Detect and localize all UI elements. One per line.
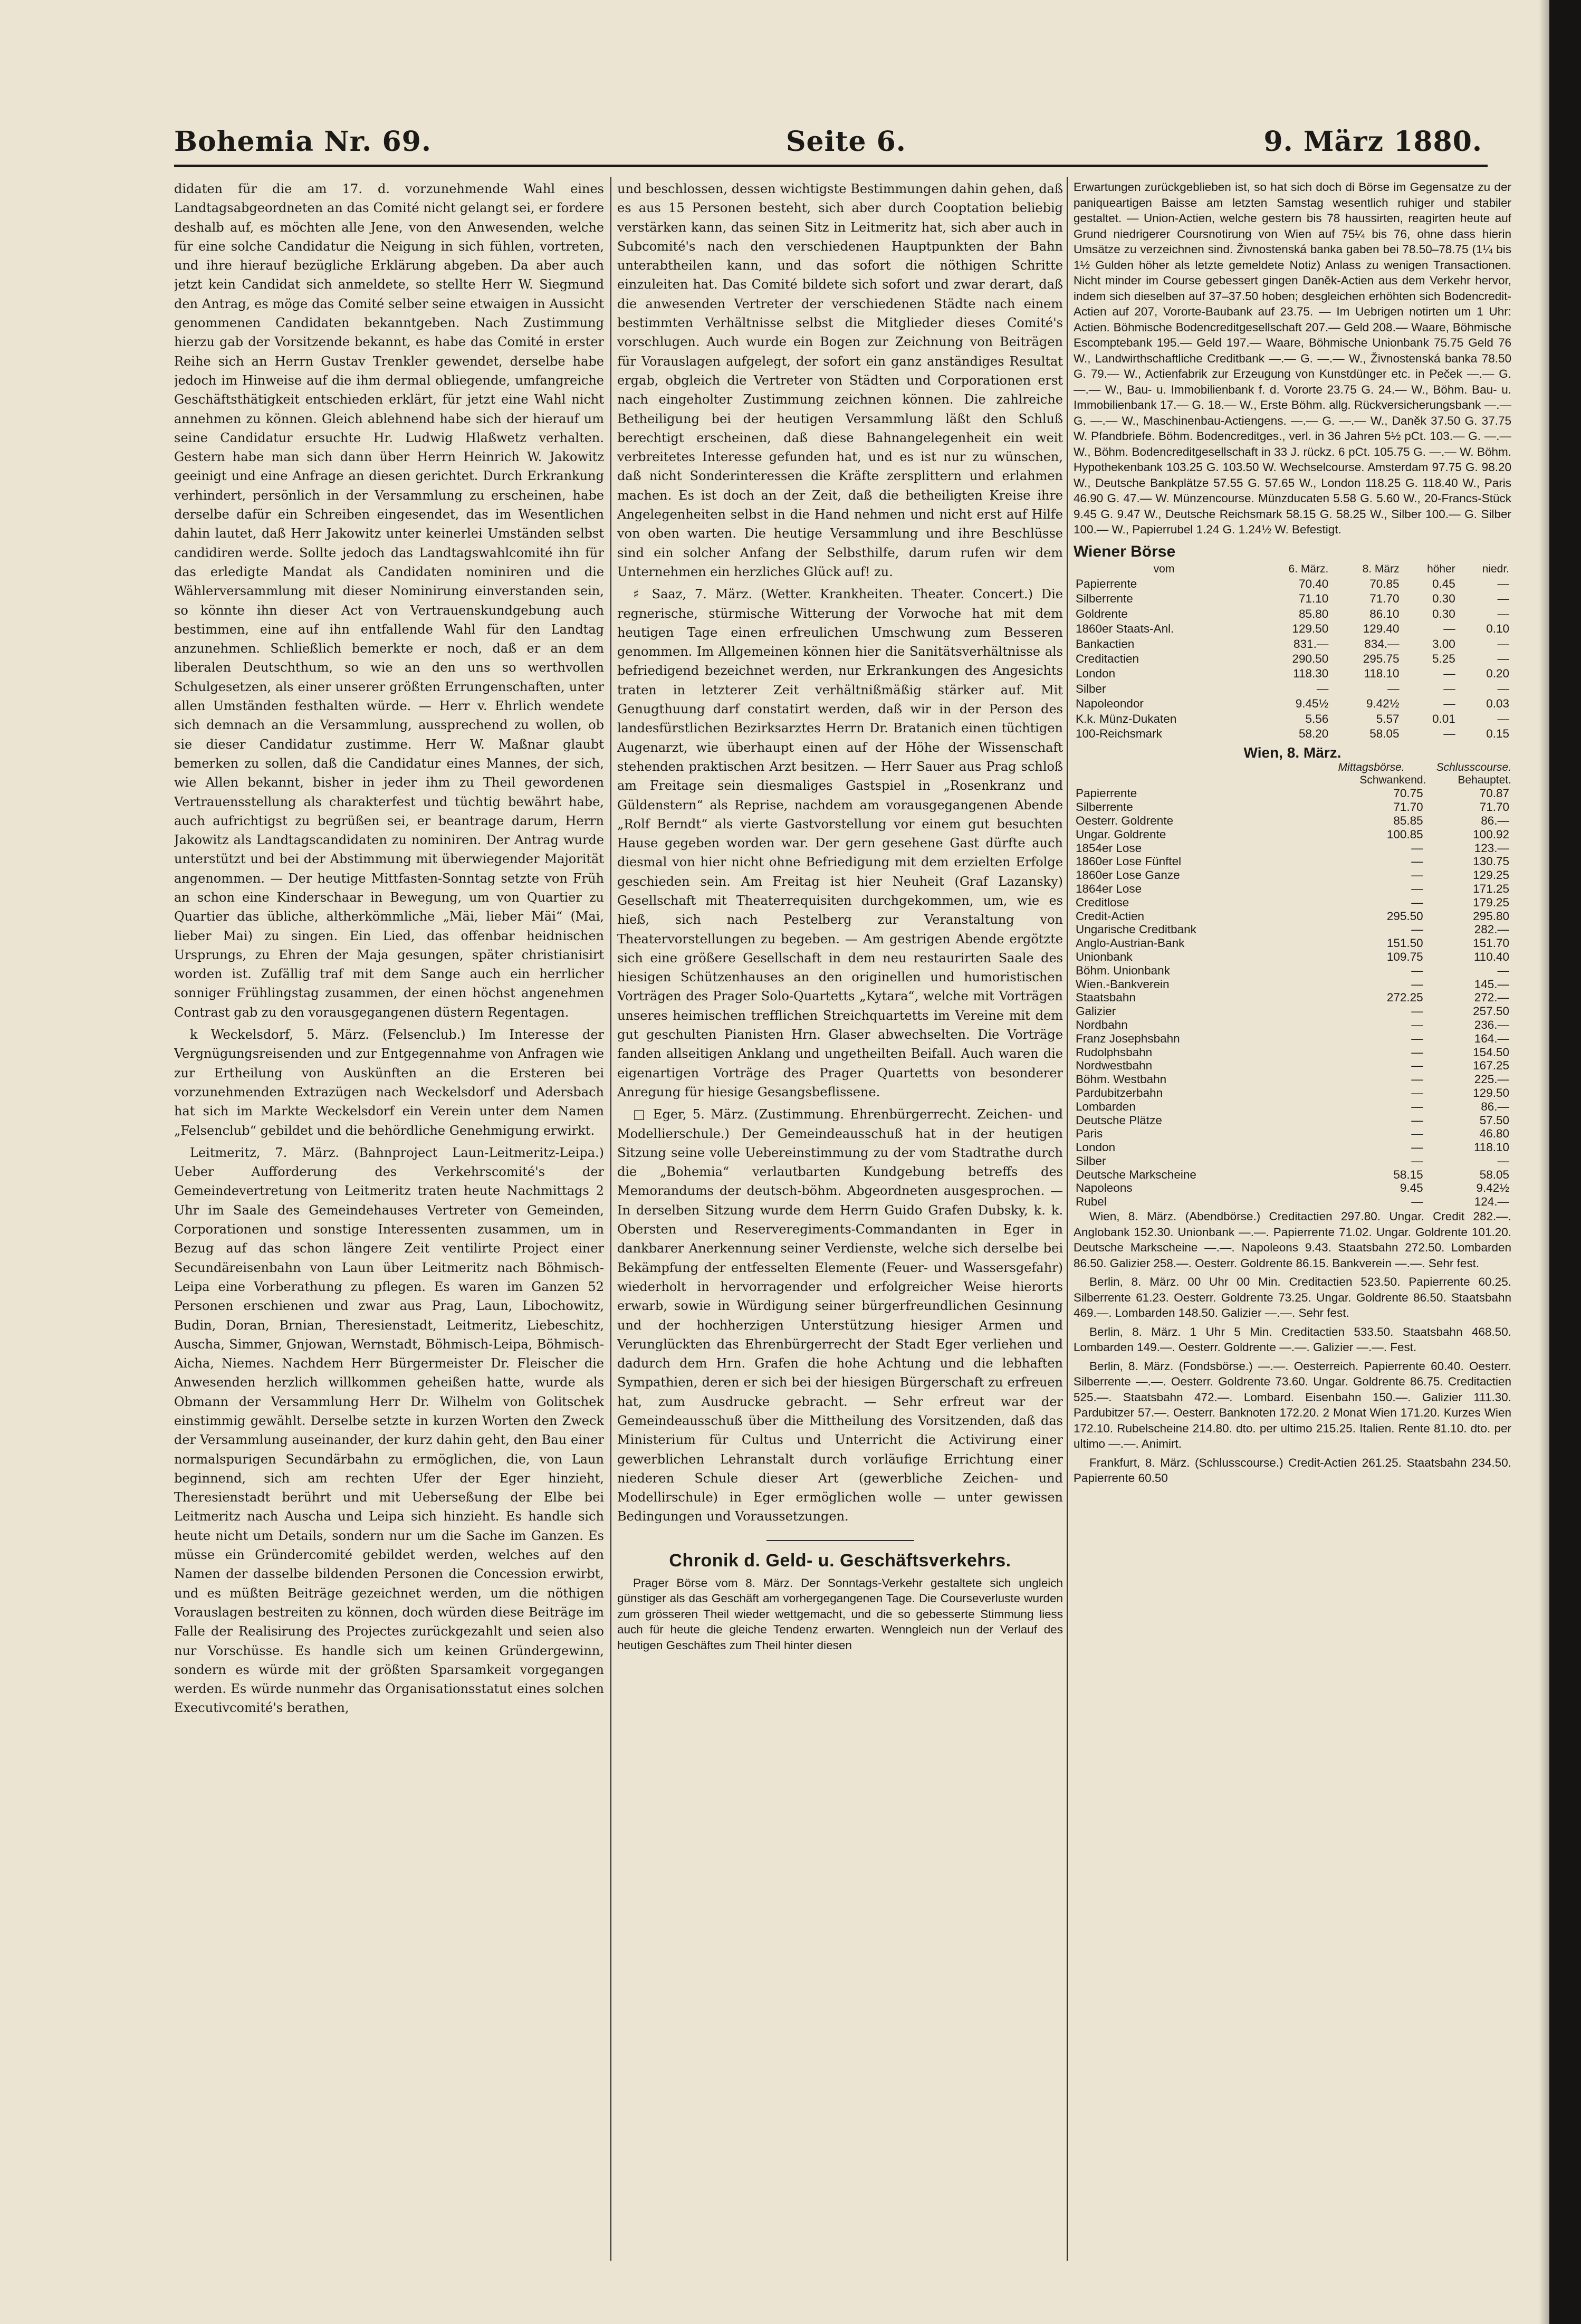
price-cell: 129.40 <box>1363 622 1400 636</box>
column-3 <box>1074 179 1511 2258</box>
price-cell: — <box>1411 1099 1423 1113</box>
price-cell: 5.25 <box>1432 652 1455 665</box>
security-name: Lombarden <box>1076 1099 1136 1113</box>
price-cell: 46.80 <box>1479 1127 1509 1141</box>
price-cell: 70.85 <box>1369 577 1400 590</box>
price-cell: — <box>1411 1031 1423 1045</box>
price-cell: 9.42½ <box>1366 697 1400 711</box>
security-name: 1860er Lose Fünftel <box>1076 855 1182 868</box>
wien-abendboerse: Wien, 8. März. (Abendbörse.) Creditactien 297.80. Ungar. Credit 282.—. Anglobank 152.30. Unionbank —.—. Papierrente 71.02. Ungar. Goldrente 101.20. Deutsche Markscheine —.—. Napoleons 9.43. Staatsbahn 272.50. Lombarden 86.50. Galizier 258.—. Oesterr. Goldrente 86.15. Bankverein —.—. Sehr fest. <box>1074 1210 1511 1270</box>
price-cell: 9.42½ <box>1476 1181 1509 1195</box>
security-name: 1860er Lose Ganze <box>1076 868 1180 882</box>
price-cell: 130.75 <box>1473 855 1509 868</box>
berlin-fondsboerse: Berlin, 8. März. (Fondsbörse.) —.—. Oesterreich. Papierrente 60.40. Oesterr. Silberrente —.—. Oesterr. Goldrente 73.60. Ungar. Goldrente 86.75. Creditactien 525.—. Staatsbahn 472.—. Lombard. Eisenbahn 150.—. Galizier 111.30. Pardubitzer 57.—. Oesterr. Banknoten 172.20. 2 Monat Wien 171.20. Kurzes Wien 172.10. Rubelscheine 214.80. dto. per ultimo 215.25. Italien. Rente 81.10. dto. per ultimo —.—. Animirt. <box>1074 1359 1511 1451</box>
price-cell: 0.45 <box>1432 577 1455 590</box>
table-row <box>1074 991 1511 1005</box>
issue-date: 9. März 1880. <box>1263 126 1482 158</box>
price-cell: 71.70 <box>1369 592 1400 606</box>
price-cell: — <box>1411 1127 1423 1141</box>
price-cell: 70.75 <box>1393 787 1423 800</box>
column-header: niedr. <box>1482 562 1509 575</box>
header-rule <box>174 165 1488 167</box>
price-cell: — <box>1316 682 1329 695</box>
security-name: Rudolphsbahn <box>1076 1045 1153 1059</box>
security-name: Paris <box>1076 1127 1103 1141</box>
column-header: 8. März <box>1362 562 1400 575</box>
security-name: Silberrente <box>1076 800 1133 814</box>
security-name: Nordbahn <box>1076 1018 1128 1031</box>
security-name: London <box>1076 667 1116 681</box>
table-row <box>1074 828 1511 841</box>
security-name: Napoleondor <box>1076 697 1144 711</box>
price-cell: — <box>1411 1059 1423 1073</box>
price-cell: 70.87 <box>1479 787 1509 800</box>
price-cell: 58.20 <box>1299 726 1329 740</box>
table-row <box>1074 1046 1511 1059</box>
table-row <box>1074 621 1511 636</box>
security-name: London <box>1076 1141 1116 1154</box>
security-name: 1864er Lose <box>1076 882 1142 895</box>
price-cell: — <box>1443 697 1455 711</box>
price-cell: 86.— <box>1481 814 1509 827</box>
wiener-boerse-header <box>1074 543 1511 561</box>
price-cell: — <box>1497 577 1509 590</box>
price-cell: 129.50 <box>1292 622 1329 636</box>
berlin-report-1: Berlin, 8. März. 00 Uhr 00 Min. Creditactien 523.50. Papierrente 60.25. Silberrente 61.23. Oesterr. Goldrente 73.25. Ungar. Goldrente 86.50. Staatsbahn 469.—. Lombarden 148.50. Galizier —.—. Sehr fest. <box>1074 1275 1511 1320</box>
security-name: 1854er Lose <box>1076 841 1142 855</box>
price-cell: 58.15 <box>1393 1168 1423 1181</box>
security-name: Silberrente <box>1076 592 1133 606</box>
security-name: Credit-Actien <box>1076 909 1145 923</box>
security-name: Böhm. Unionbank <box>1076 963 1170 977</box>
security-name: Ungar. Goldrente <box>1076 827 1166 841</box>
table-row <box>1074 1018 1511 1032</box>
table-row <box>1074 1114 1511 1127</box>
price-cell: — <box>1411 1045 1423 1059</box>
price-cell: 100.85 <box>1386 827 1423 841</box>
price-cell: 58.05 <box>1479 1168 1509 1181</box>
price-cell: — <box>1497 592 1509 606</box>
security-name: Ungarische Creditbank <box>1076 923 1196 936</box>
price-cell: — <box>1497 637 1509 651</box>
table-row <box>1074 1181 1511 1195</box>
table-row <box>1074 726 1511 741</box>
price-cell: 5.57 <box>1376 712 1400 725</box>
table-row <box>1074 607 1511 621</box>
table-row <box>1074 1141 1511 1154</box>
berlin-report-2: Berlin, 8. März. 1 Uhr 5 Min. Creditactien 533.50. Staatsbahn 468.50. Lombarden 149.—. Oesterr. Goldrente —.—. Galizier —.—. Fest. <box>1074 1325 1511 1354</box>
security-name: K.k. Münz-Dukaten <box>1076 712 1177 725</box>
price-cell: — <box>1411 1113 1423 1127</box>
price-cell: 0.30 <box>1432 592 1455 606</box>
security-name: Deutsche Markscheine <box>1076 1168 1196 1181</box>
security-name: Unionbank <box>1076 950 1133 963</box>
security-name: 100-Reichsmark <box>1076 726 1162 740</box>
column-header: vom <box>1153 562 1175 575</box>
price-cell: 123.— <box>1474 841 1509 855</box>
security-name: Pardubitzerbahn <box>1076 1086 1163 1099</box>
table-row <box>1074 712 1511 726</box>
security-name: Silber <box>1076 1154 1106 1168</box>
security-name: Silber <box>1076 682 1106 695</box>
price-cell: — <box>1411 1005 1423 1018</box>
price-cell: — <box>1411 1086 1423 1099</box>
table-row <box>1074 1127 1511 1141</box>
price-cell: 167.25 <box>1473 1059 1509 1073</box>
price-cell: 179.25 <box>1473 895 1509 909</box>
table-row <box>1074 1032 1511 1046</box>
price-cell: — <box>1411 977 1423 991</box>
price-cell: — <box>1411 1018 1423 1031</box>
price-cell: 58.05 <box>1369 726 1400 740</box>
table-row <box>1074 855 1511 868</box>
price-cell: — <box>1443 726 1455 740</box>
price-cell: 225.— <box>1474 1073 1509 1086</box>
table-row <box>1074 666 1511 681</box>
price-cell: 71.70 <box>1479 800 1509 814</box>
table-row <box>1074 1168 1511 1182</box>
table-row <box>1074 652 1511 666</box>
price-cell: 100.92 <box>1473 827 1509 841</box>
price-cell: — <box>1411 1141 1423 1154</box>
column-rule <box>610 177 611 2261</box>
article-eger: □ Eger, 5. März. (Zustimmung. Ehrenbürgerrecht. Zeichen- und Modellierschule.) Der Gemeindeausschuß hat in der heutigen Sitzung seine volle Uebereinstimmung zu der vom Stadtrathe durch die „Bohemia“ verlautbarten Kundgebung betreffs des Memorandums der deutsch-böhm. Abgeordneten ausgesprochen. — In derselben Sitzung wurde dem Herrn Guido Grafen Dubsky, k. k. Obersten und Reserveregiments-Commandanten in Eger in dankbarer Anerkennung seiner Verdienste, welche sich derselbe bei Bekämpfung der entfesselten Elemente (Feuer- und Wassersgefahr) wiederholt in hervorragender und erfolgreicher Weise hierorts erwarb, sowie in Würdigung seiner bürgerfreundlichen Gesinnung und der hochherzigen Unterstützung hiesiger Armen und Verunglückten das Ehrenbürgerrecht der Stadt Eger verliehen und dadurch dem Hrn. Grafen die hohe Achtung und die lebhaften Sympathien, deren er sich bei der hiesigen Bürgerschaft zu erfreuen hat, zum Ausdrucke gebracht. — Sehr erfreut war der Gemeindeausschuß über die Mittheilung des Vorsitzenden, daß das Ministerium für Cultus und Unterricht die Activirung einer gewerblichen Lehranstalt durch vorläufige Errichtung einer niederen Schule dieser Art (gewerbliche Zeichen- und Modellirschule) in Eger ermöglichen wolle — unter gewissen Bedingungen und Voraussetzungen. <box>617 1107 1063 1524</box>
column-1 <box>174 179 604 2258</box>
section-title-finance: Chronik d. Geld- u. Geschäftsverkehrs. <box>669 1550 1011 1571</box>
security-name: Wien.-Bankverein <box>1076 977 1170 991</box>
article-leitmeritz: Leitmeritz, 7. März. (Bahnproject Laun-Leitmeritz-Leipa.) Ueber Aufforderung des Verkehrscomité's der Gemeindevertretung von Leitmeritz traten heute Nachmittags 2 Uhr im Saale des Gemeindehauses Vertreter von Gemeinden, Corporationen und sonstige Interessenten zusammen, um in Bezug auf das schon längere Zeit ventilirte Project einer Secundäreisenbahn von Laun über Leitmeritz nach Böhmisch-Leipa eine Vorberathung zu pflegen. Es waren im Ganzen 52 Personen erschienen und zwar aus Prag, Laun, Libochowitz, Budin, Doran, Brnian, Theresienstadt, Leitmeritz, Liebeschitz, Auscha, Simmer, Gnjowan, Wernstadt, Böhmisch-Leipa, Böhmisch-Aicha, Niemes. Nachdem Herr Bürgermeister Dr. Fleischer die Anwesenden herzlich willkommen geheißen hatte, wurde als Obmann der Versammlung Herr Dr. Wilhelm von Golitschek einstimmig gewählt. Derselbe setzte in kurzen Worten den Zweck der Versammlung auseinander, der kurz dahin geht, den Bau einer normalspurigen Secundärbahn zu ermöglichen, die, von Laun beginnend, sich am rechten Ufer der Eger hinzieht, Theresienstadt berührt und mit Ueberseßung der Elbe bei Leitmeritz nach Auscha und Leipa sich hinzieht. Es handle sich heute nicht um Details, sondern nur um die Sache im Ganzen. Es müsse ein Gründercomité gebildet werden, welches auf den Namen der dasselbe bildenden Personen die Concession erwirbt, und es müßten Beiträge gezeichnet werden, um die nöthigen Vorauslagen bestreiten zu können, doch würden diese Beiträge im Falle der Realisirung des Projectes zurückgezahlt und seien also nur Vorschüsse. Es handle sich um keinen Gründergewinn, sondern es würde mit der größten Sparsamkeit vorgegangen werden. Es würde nunmehr das Organisationsstatut eines solchen Executivcomité's berathen, <box>174 1145 604 1716</box>
table-row <box>1074 868 1511 882</box>
wiener-boerse-rows <box>1074 577 1511 741</box>
price-cell: 236.— <box>1474 1018 1509 1031</box>
wien-march-8-table <box>1074 787 1511 1209</box>
table-row <box>1074 1154 1511 1168</box>
section-separator <box>766 1540 914 1541</box>
price-cell: — <box>1411 868 1423 882</box>
price-cell: 0.15 <box>1486 726 1509 740</box>
wien-march-8-rows <box>1074 787 1511 1209</box>
column-header: höher <box>1427 562 1455 575</box>
price-cell: 129.25 <box>1473 868 1509 882</box>
column-subheader: Behauptet. <box>1458 774 1511 787</box>
security-name: Bankactien <box>1076 637 1135 651</box>
wien-march-8-title: Wien, 8. März. <box>1243 744 1342 761</box>
security-name: Rubel <box>1076 1195 1107 1209</box>
price-cell: 272.25 <box>1386 991 1423 1005</box>
wiener-boerse-table <box>1074 562 1511 742</box>
security-name: Böhm. Westbahn <box>1076 1073 1167 1086</box>
article-text: und beschlossen, dessen wichtigste Bestimmungen dahin gehen, daß es aus 15 Personen besteht, sich aber durch Cooptation beliebig verstärken kann, das seinen Sitz in Leitmeritz hat, sich aber auch in Subcomité's nach den verschiedenen Hauptpunkten der Bahn unterabtheilen kann, und das sofort die nöthigen Schritte einzuleiten hat. Das Comité bildete sich sofort und zwar derart, daß die anwesenden Vertreter der verschiedenen Städte nach einem bestimmten Verhältnisse selbst die Mitglieder dieses Comité's vorschlugen. Auch wurde ein Bogen zur Zeichnung von Beiträgen für Vorauslagen aufgelegt, der sofort ein ganz anständiges Resultat ergab, obgleich die Vertreter von Städten und Corporationen erst nach eingeholter Zustimmung zeichnen können. Die zahlreiche Betheiligung bei der heutigen Versammlung läßt den Schluß berechtigt erscheinen, daß diese Bahnangelegenheit ein weit verbreitetes Interesse gefunden hat, und es ist nur zu wünschen, daß nicht Sonderinteressen die Kräfte zersplittern und erlahmen machen. Es ist doch an der Zeit, daß die betheiligten Kreise ihre Angelegenheiten selbst in die Hand nehmen und nicht erst auf Hilfe von oben warten. Die heutige Versammlung und ihre Beschlüsse sind ein solcher Anfang der Selbsthilfe, darum rufen wir dem Unternehmen ein herzliches Glück auf! zu. <box>617 181 1063 579</box>
page-number: Seite 6. <box>786 126 906 158</box>
price-cell: 290.50 <box>1292 652 1329 665</box>
price-cell: — <box>1497 712 1509 725</box>
prager-boerse-report: Prager Börse vom 8. März. Der Sonntags-Verkehr gestaltete sich ungleich günstiger als das Geschäft am vorhergegangenen Tage. Die Courseverluste wurden zum grösseren Theil wieder wettgemacht, und die so gebesserte Stimmung liess auch für heute die gleiche Tendenz erwarten. Wenngleich nun der Verlauf des heutigen Geschäftes zum Theil hinter diesen <box>617 1576 1063 1652</box>
price-cell: 0.20 <box>1486 667 1509 681</box>
price-cell: 0.03 <box>1486 697 1509 711</box>
security-name: Franz Josephsbahn <box>1076 1031 1180 1045</box>
security-name: Papierrente <box>1076 577 1137 590</box>
issue-number: Bohemia Nr. 69. <box>174 126 432 158</box>
price-cell: 0.30 <box>1432 607 1455 620</box>
price-cell: 9.45½ <box>1295 697 1329 711</box>
table-row <box>1074 800 1511 814</box>
column-2 <box>617 179 1063 2258</box>
price-cell: 831.— <box>1293 637 1329 651</box>
price-cell: 145.— <box>1474 977 1509 991</box>
price-cell: 164.— <box>1474 1031 1509 1045</box>
security-name: Creditlose <box>1076 895 1129 909</box>
price-cell: — <box>1411 1195 1423 1209</box>
price-cell: 110.40 <box>1473 950 1509 963</box>
price-cell: 129.50 <box>1473 1086 1509 1099</box>
table-row <box>1074 882 1511 896</box>
table-row <box>1074 577 1511 591</box>
security-name: Galizier <box>1076 1005 1116 1018</box>
security-name: 1860er Staats-Anl. <box>1076 622 1174 636</box>
price-cell: 171.25 <box>1473 882 1509 895</box>
article-weckelsdorf: k Weckelsdorf, 5. März. (Felsenclub.) Im Interesse der Vergnügungsreisenden und zur Entgegennahme von Anfragen wie zur Ertheilung von Auskünften an die Ersteren bei vorzunehmenden Extrazügen nach Weckelsdorf und Adersbach hat sich im Markte Weckelsdorf ein Verein unter dem Namen „Felsenclub“ gebildet und die behördliche Genehmigung erwirkt. <box>174 1027 604 1138</box>
price-cell: — <box>1411 841 1423 855</box>
price-cell: — <box>1411 855 1423 868</box>
table-row <box>1074 696 1511 711</box>
price-cell: — <box>1411 923 1423 936</box>
wien-column-subheaders <box>1074 774 1511 787</box>
price-cell: 257.50 <box>1473 1005 1509 1018</box>
column-rule <box>1067 177 1068 2261</box>
price-cell: — <box>1443 622 1455 636</box>
security-name: Deutsche Plätze <box>1076 1113 1162 1127</box>
column-subheader: Schwankend. <box>1359 774 1426 787</box>
price-cell: 0.01 <box>1432 712 1455 725</box>
security-name: Nordwestbahn <box>1076 1059 1153 1073</box>
security-name: Anglo-Austrian-Bank <box>1076 936 1185 950</box>
article-text: didaten für die am 17. d. vorzunehmende Wahl eines Landtagsabgeordneten an das Comité nicht gelangt sei, er fordere deshalb auf, es möchten alle Jene, von den Anwesenden, welche für eine solche Candidatur die Neigung in sich fühlen, vortreten, und ihre hierauf bezügliche Erklärung abgeben. Da aber auch jetzt kein Candidat sich anmeldete, so stellte Herr W. Siegmund den Antrag, es möge das Comité selber seine etwaigen in Aussicht genommenen Candidaten bekanntgeben. Nach Zustimmung hierzu gab der Vorsitzende bekannt, es habe das Comité in erster Reihe sich an Herrn Gustav Trenkler gewendet, derselbe habe jedoch im Hinweise auf die ihm dermal obliegende, umfangreiche Geschäftsthätigkeit entschieden erklärt, für jetzt eine Wahl nicht annehmen zu können. Gleich ablehnend habe sich der hierauf um seine Candidatur ersuchte Hr. Ludwig Hlaßwetz verhalten. Gestern habe man sich dann über Herrn Heinrich W. Jakowitz geeinigt und eine Anfrage an diesen gerichtet. Durch Erkrankung verhindert, persönlich in der Versammlung zu erscheinen, habe derselbe dafür ein Schreiben eingesendet, das im Wesentlichen dahin lautet, daß Herr Jakowitz unter keinerlei Umständen selbst candidiren werde. Sollte jedoch das Landtagswahlcomité ihn für das erledigte Mandat als Candidaten nominiren und die Wählerversammlung mit dieser Nominirung einverstanden sein, so könnte ihn dieser Act von Vertrauenskundgebung auch bestimmen, eine auf ihn entfallende Wahl für den Landtag anzunehmen. Schließlich bemerkte er noch, daß er an dem liberalen Deutschthum, so wie an den uns so werthvollen Schulgesetzen, als einer unserer größten Errungenschaften, unter allen Umständen festhalten würde. — Herr v. Ehrlich wendete sich demnach an die Versammlung, aussprechend zu wollen, ob sie dieser Candidatur zustimme. Herr W. Maßnar glaubt bemerken zu sollen, daß die Candidatur eines Mannes, der sich, wie Allen bekannt, bisher in jeder ihm zu Theil gewordenen Vertrauensstellung als charakterfest und tüchtig bewährt habe, auch aufrichtigst zu begrüßen sei, er beantrage darum, Herrn Jakowitz als Landtagscandidaten zu nominiren. Der Antrag wurde unterstützt und bei der Abstimmung mit überwiegender Majorität angenommen. — Der heutige Mittfasten-Sonntag setzte von Früh an schon eine Kinderschaar in Bewegung, um von Quartier zu Quartier das übliche, altherkömmliche „Mäi, lieber Mäi“ (Mai, lieber Mai) zu singen. Ein Lied, das offenbar heidnischen Ursprungs, zu Ehren der Maja gesungen, später christianisirt worden ist. Zufällig traf mit dem Sange auch ein herrlicher sonniger Frühlingstag zusammen, der einen höchst angenehmen Contrast gab zu den vorausgegangenen düstern Regentagen. <box>174 181 604 1020</box>
wiener-boerse-title: Wiener Börse <box>1074 542 1176 560</box>
price-cell: 0.10 <box>1486 622 1509 636</box>
table-row <box>1074 814 1511 828</box>
table-row <box>1074 910 1511 923</box>
security-name: Papierrente <box>1076 787 1137 800</box>
table-row <box>1074 1073 1511 1086</box>
table-row <box>1074 787 1511 800</box>
price-cell: — <box>1411 895 1423 909</box>
table-row <box>1074 1005 1511 1018</box>
price-cell: 834.— <box>1364 637 1400 651</box>
security-name: Napoleons <box>1076 1181 1133 1195</box>
price-cell: 85.85 <box>1393 814 1423 827</box>
table-header-row <box>1074 562 1511 577</box>
table-row <box>1074 978 1511 991</box>
price-cell: — <box>1411 882 1423 895</box>
price-cell: 85.80 <box>1299 607 1329 620</box>
price-cell: — <box>1497 963 1509 977</box>
column-header: Mittagsbörse. <box>1338 761 1405 774</box>
price-cell: 86.— <box>1481 1099 1509 1113</box>
price-cell: 86.10 <box>1369 607 1400 620</box>
table-row <box>1074 923 1511 936</box>
price-cell: — <box>1387 682 1400 695</box>
table-row <box>1074 1195 1511 1209</box>
column-header: Schlusscourse. <box>1436 761 1511 774</box>
price-cell: 118.30 <box>1293 667 1329 681</box>
price-cell: 71.10 <box>1299 592 1329 606</box>
price-cell: — <box>1443 667 1455 681</box>
price-cell: 57.50 <box>1479 1113 1509 1127</box>
wien-column-headers <box>1074 761 1511 774</box>
price-cell: — <box>1497 652 1509 665</box>
security-name: Goldrente <box>1076 607 1128 620</box>
price-cell: — <box>1411 1073 1423 1086</box>
table-row <box>1074 1100 1511 1114</box>
frankfurt-report: Frankfurt, 8. März. (Schlusscourse.) Credit-Actien 261.25. Staatsbahn 234.50. Papierrente 60.50 <box>1074 1456 1511 1485</box>
price-cell: — <box>1411 963 1423 977</box>
table-row <box>1074 1059 1511 1073</box>
table-row <box>1074 950 1511 964</box>
table-row <box>1074 936 1511 950</box>
price-cell: 272.— <box>1474 991 1509 1005</box>
article-saaz: ♯ Saaz, 7. März. (Wetter. Krankheiten. Theater. Concert.) Die regnerische, stürmische Witterung der Vorwoche hat mit dem heutigen Tage einen erfreulichen Umschwung zum Besseren genommen. Im Allgemeinen können hier die Sanitätsverhältnisse als befriedigend bezeichnet werden, nur Erkrankungen des Angesichts traten in letzterer Zeit verhältnißmäßig stärker auf. Mit Genugthuung darf constatirt werden, daß wir in der Person des landesfürstlichen Bezirksarztes Herrn Dr. Bratanich einen tüchtigen Augenarzt, wie überhaupt einen auf der Höhe der Wissenschaft stehenden praktischen Arzt besitzen. — Herr Sauer aus Prag schloß am Freitage sein diesmaliges Gastspiel in „Rosenkranz und Güldenstern“ als Reprise, nachdem am vorausgegangenen Abende „Rolf Berndt“ als vierte Gastvorstellung vor einem gut besuchten Hause gegeben worden war. Der gern gesehene Gast dürfte auch diesmal von hier nicht ohne Befriedigung mit dem erzielten Erfolge geschieden sein. Am Freitag ist hier Neuheit (Graf Lazansky) Gesellschaft mit Theaterrequisiten durchgekommen, um, wie es hieß, sich nach Pestelberg zur Veranstaltung von Theatervorstellungen zu begeben. — Am gestrigen Abende ergötzte sich eine größere Gesellschaft in dem neu restaurirten Saale des hiesigen Schützenhauses an den originellen und humoristischen Vorträgen des Prager Solo-Quartetts „Kytara“, welche mit Vorträgen unseres heimischen trefflichen Streichquartetts im Vereine mit dem gut geschulten Pianisten Hrn. Glaser abwechselten. Die Vorträge fanden allseitigen Anklang und ungetheilten Beifall. Auch waren die eigenartigen Vorträge des Prager Quartetts von besonderer Anregung für hiesige Gesangsbeflissene. <box>617 587 1063 1099</box>
price-cell: 151.50 <box>1386 936 1423 950</box>
price-cell: 3.00 <box>1432 637 1455 651</box>
security-name: Creditactien <box>1076 652 1139 665</box>
price-cell: 109.75 <box>1386 950 1423 963</box>
price-cell: — <box>1497 607 1509 620</box>
page-edge-shadow <box>1539 0 1549 2324</box>
price-cell: — <box>1443 682 1455 695</box>
security-name: Oesterr. Goldrente <box>1076 814 1174 827</box>
column-header: 6. März. <box>1288 562 1329 575</box>
table-row <box>1074 964 1511 978</box>
price-cell: 5.56 <box>1305 712 1329 725</box>
price-cell: — <box>1411 1154 1423 1168</box>
table-row <box>1074 591 1511 606</box>
price-cell: 282.— <box>1474 923 1509 936</box>
prager-boerse-continued: Erwartungen zurückgeblieben ist, so hat sich doch di Börse im Gegensatze zu der paniqueartigen Baisse am letzten Samstag wesentlich ruhiger und stabiler gestaltet. — Union-Actien, welche gestern bis 78 haussirten, reagirten heute auf Grund niedrigerer Coursnotirung von Wien auf 75¼ bis 76, ohne dass hierin Umsätze zu verzeichnen sind. Živnostenská banka gaben bei 78.50–78.75 (1¼ bis 1½ Gulden höher als letzte gemeldete Notiz) Anlass zu wenigen Transactionen. Nicht minder im Course gebessert gingen Daněk-Actien aus dem Verkehr hervor, indem sich dieselben auf 37–37.50 hoben; desgleichen erhöhten sich Bodencredit-Actien auf 207, Vororte-Baubank auf 23.75. — Im Uebrigen notirten um 1 Uhr: Actien. Böhmische Bodencreditgesellschaft 207.— Geld 208.— Waare, Böhmische Escomptebank 195.— Geld 197.— Waare, Böhmische Unionbank 75.75 Geld 76 W., Landwirthschaftliche Creditbank —.— G. —.— W., Živnostenská banka 78.50 G. 79.— W., Actienfabrik zur Erzeugung von Kunstdünger etc. in Peček —.— G. —.— W., Bau- u. Immobilienbank f. d. Vororte 23.75 G. 24.— W., Böhm. Bau- u. Immobilienbank 17.— G. 18.— W., Erste Böhm. allg. Rückversicherungsbank —.— G. —.— W., Maschinenbau-Actiengens. —.— G. —.— W., Daněk 37.50 G. 37.75 W. Pfandbriefe. Böhm. Bodencreditges., verl. in 36 Jahren 5½ pCt. 103.— G. —.— W., Böhm. Bodencreditgesellschaft in 33 J. rückz. 6 pCt. 105.75 G. —.— W. Böhm. Hypothekenbank 103.25 G. 103.50 W. Wechselcourse. Amsterdam 97.75 G. 98.20 W., Deutsche Bankplätze 57.55 G. 57.65 W., London 118.25 G. 118.40 W., Paris 46.90 G. 47.— W. Münzencourse. Münzducaten 5.58 G. 5.60 W., 20-Francs-Stück 9.45 G. 9.47 W., Deutsche Reichsmark 58.15 G. 58.25 W., Silber 100.— G. Silber 100.— W., Papierrubel 1.24 G. 1.24½ W. Befestigt. <box>1074 180 1511 536</box>
price-cell: 118.10 <box>1473 1141 1509 1154</box>
price-cell: 154.50 <box>1473 1045 1509 1059</box>
price-cell: 295.75 <box>1363 652 1400 665</box>
price-cell: 118.10 <box>1364 667 1400 681</box>
price-cell: 151.70 <box>1473 936 1509 950</box>
table-row <box>1074 896 1511 910</box>
security-name: Staatsbahn <box>1076 991 1136 1005</box>
price-cell: 295.80 <box>1473 909 1509 923</box>
price-cell: 124.— <box>1474 1195 1509 1209</box>
price-cell: 71.70 <box>1393 800 1423 814</box>
price-cell: — <box>1497 682 1509 695</box>
table-row <box>1074 682 1511 696</box>
table-row <box>1074 841 1511 855</box>
table-row <box>1074 637 1511 652</box>
adjacent-page-edge <box>1549 0 1581 2324</box>
table-row <box>1074 1086 1511 1100</box>
price-cell: 70.40 <box>1299 577 1329 590</box>
price-cell: — <box>1497 1154 1509 1168</box>
price-cell: 295.50 <box>1386 909 1423 923</box>
page-header <box>174 126 1482 157</box>
price-cell: 9.45 <box>1400 1181 1423 1195</box>
